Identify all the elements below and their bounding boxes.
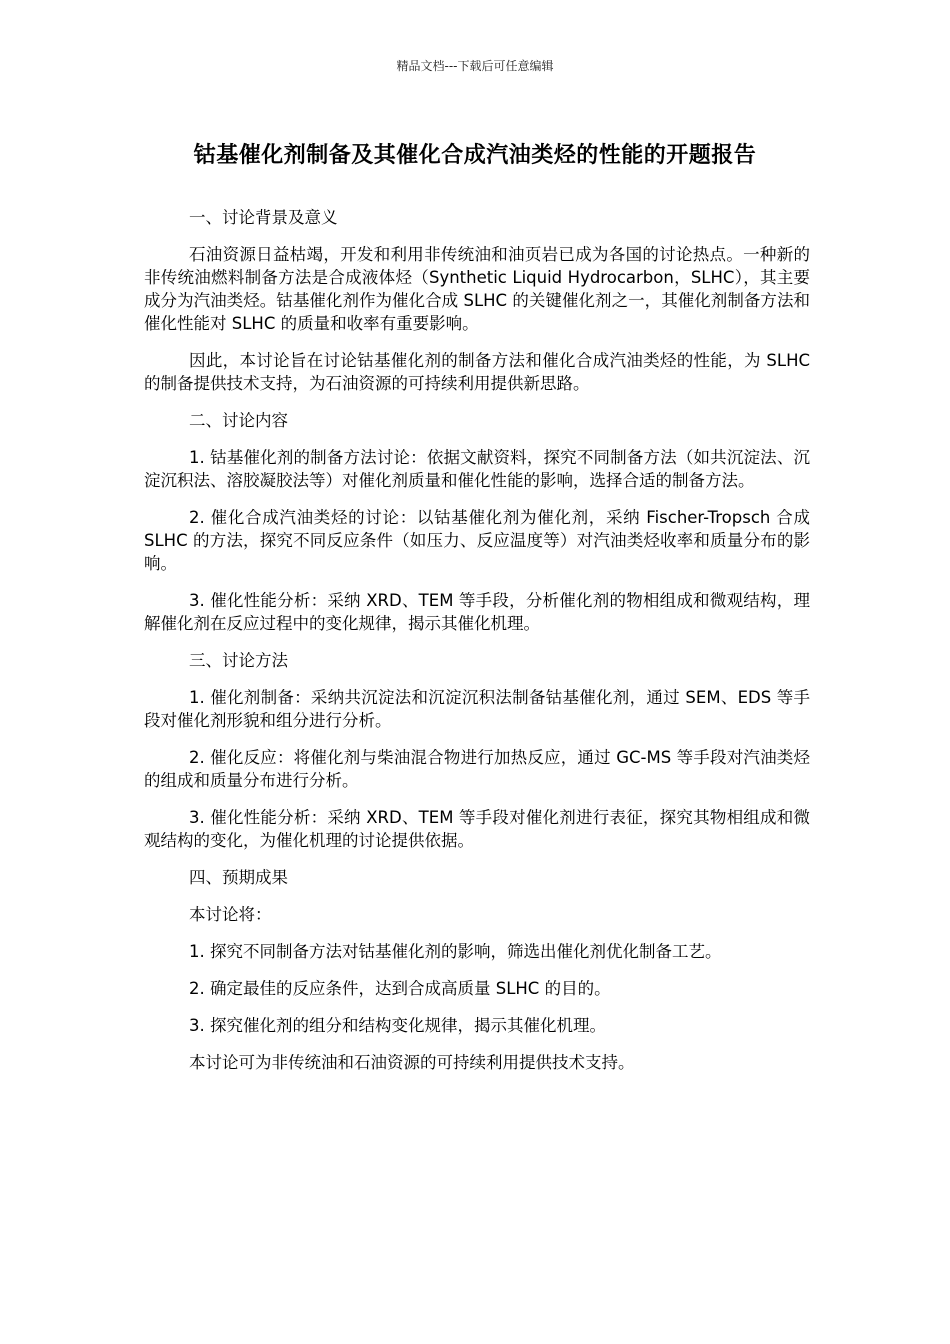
outcome-item-3: 3. 探究催化剂的组分和结构变化规律，揭示其催化机理。	[189, 1016, 606, 1035]
section-heading-content: 二、讨论内容	[189, 411, 288, 430]
content-item-2: 2. 催化合成汽油类烃的讨论：以钴基催化剂为催化剂，采纳 Fischer-Tropsch 合成 SLHC 的方法，探究不同反应条件（如压力、反应温度等）对汽油类烃收率和质量分布的影响。	[144, 508, 810, 573]
method-item-3: 3. 催化性能分析：采纳 XRD、TEM 等手段对催化剂进行表征，探究其物相组成和微观结构的变化，为催化机理的讨论提供依据。	[144, 808, 810, 850]
section-heading-outcomes: 四、预期成果	[189, 868, 288, 887]
outcome-item-1: 1. 探究不同制备方法对钴基催化剂的影响，筛选出催化剂优化制备工艺。	[189, 942, 722, 961]
document-title: 钴基催化剂制备及其催化合成汽油类烃的性能的开题报告	[193, 143, 757, 168]
header-note: 精品文档---下载后可任意编辑	[396, 59, 554, 73]
paragraph-purpose: 因此，本讨论旨在讨论钴基催化剂的制备方法和催化合成汽油类烃的性能，为 SLHC 的制备提供技术支持，为石油资源的可持续利用提供新思路。	[144, 351, 810, 393]
closing-paragraph: 本讨论可为非传统油和石油资源的可持续利用提供技术支持。	[189, 1053, 635, 1072]
outcome-item-2: 2. 确定最佳的反应条件，达到合成高质量 SLHC 的目的。	[189, 979, 611, 998]
method-item-1: 1. 催化剂制备：采纳共沉淀法和沉淀沉积法制备钴基催化剂，通过 SEM、EDS 等手段对催化剂形貌和组分进行分析。	[144, 688, 810, 730]
content-item-3: 3. 催化性能分析：采纳 XRD、TEM 等手段，分析催化剂的物相组成和微观结构，理解催化剂在反应过程中的变化规律，揭示其催化机理。	[144, 591, 810, 633]
content-item-1: 1. 钴基催化剂的制备方法讨论：依据文献资料，探究不同制备方法（如共沉淀法、沉淀沉积法、溶胶凝胶法等）对催化剂质量和催化性能的影响，选择合适的制备方法。	[144, 448, 810, 490]
paragraph-background: 石油资源日益枯竭，开发和利用非传统油和油页岩已成为各国的讨论热点。一种新的非传统油燃料制备方法是合成液体烃（Synthetic Liquid Hydrocarbon，SLHC），其主要成分为汽油类烃。钴基催化剂作为催化合成 SLHC 的关键催化剂之一，其催化剂制备方法和催化性能对 SLHC 的质量和收率有重要影响。	[144, 245, 810, 333]
document-body	[144, 206, 810, 1088]
outcomes-intro: 本讨论将：	[189, 905, 272, 924]
section-heading-methods: 三、讨论方法	[189, 651, 288, 670]
method-item-2: 2. 催化反应：将催化剂与柴油混合物进行加热反应，通过 GC-MS 等手段对汽油类烃的组成和质量分布进行分析。	[144, 748, 810, 790]
section-heading-background: 一、讨论背景及意义	[189, 208, 338, 227]
